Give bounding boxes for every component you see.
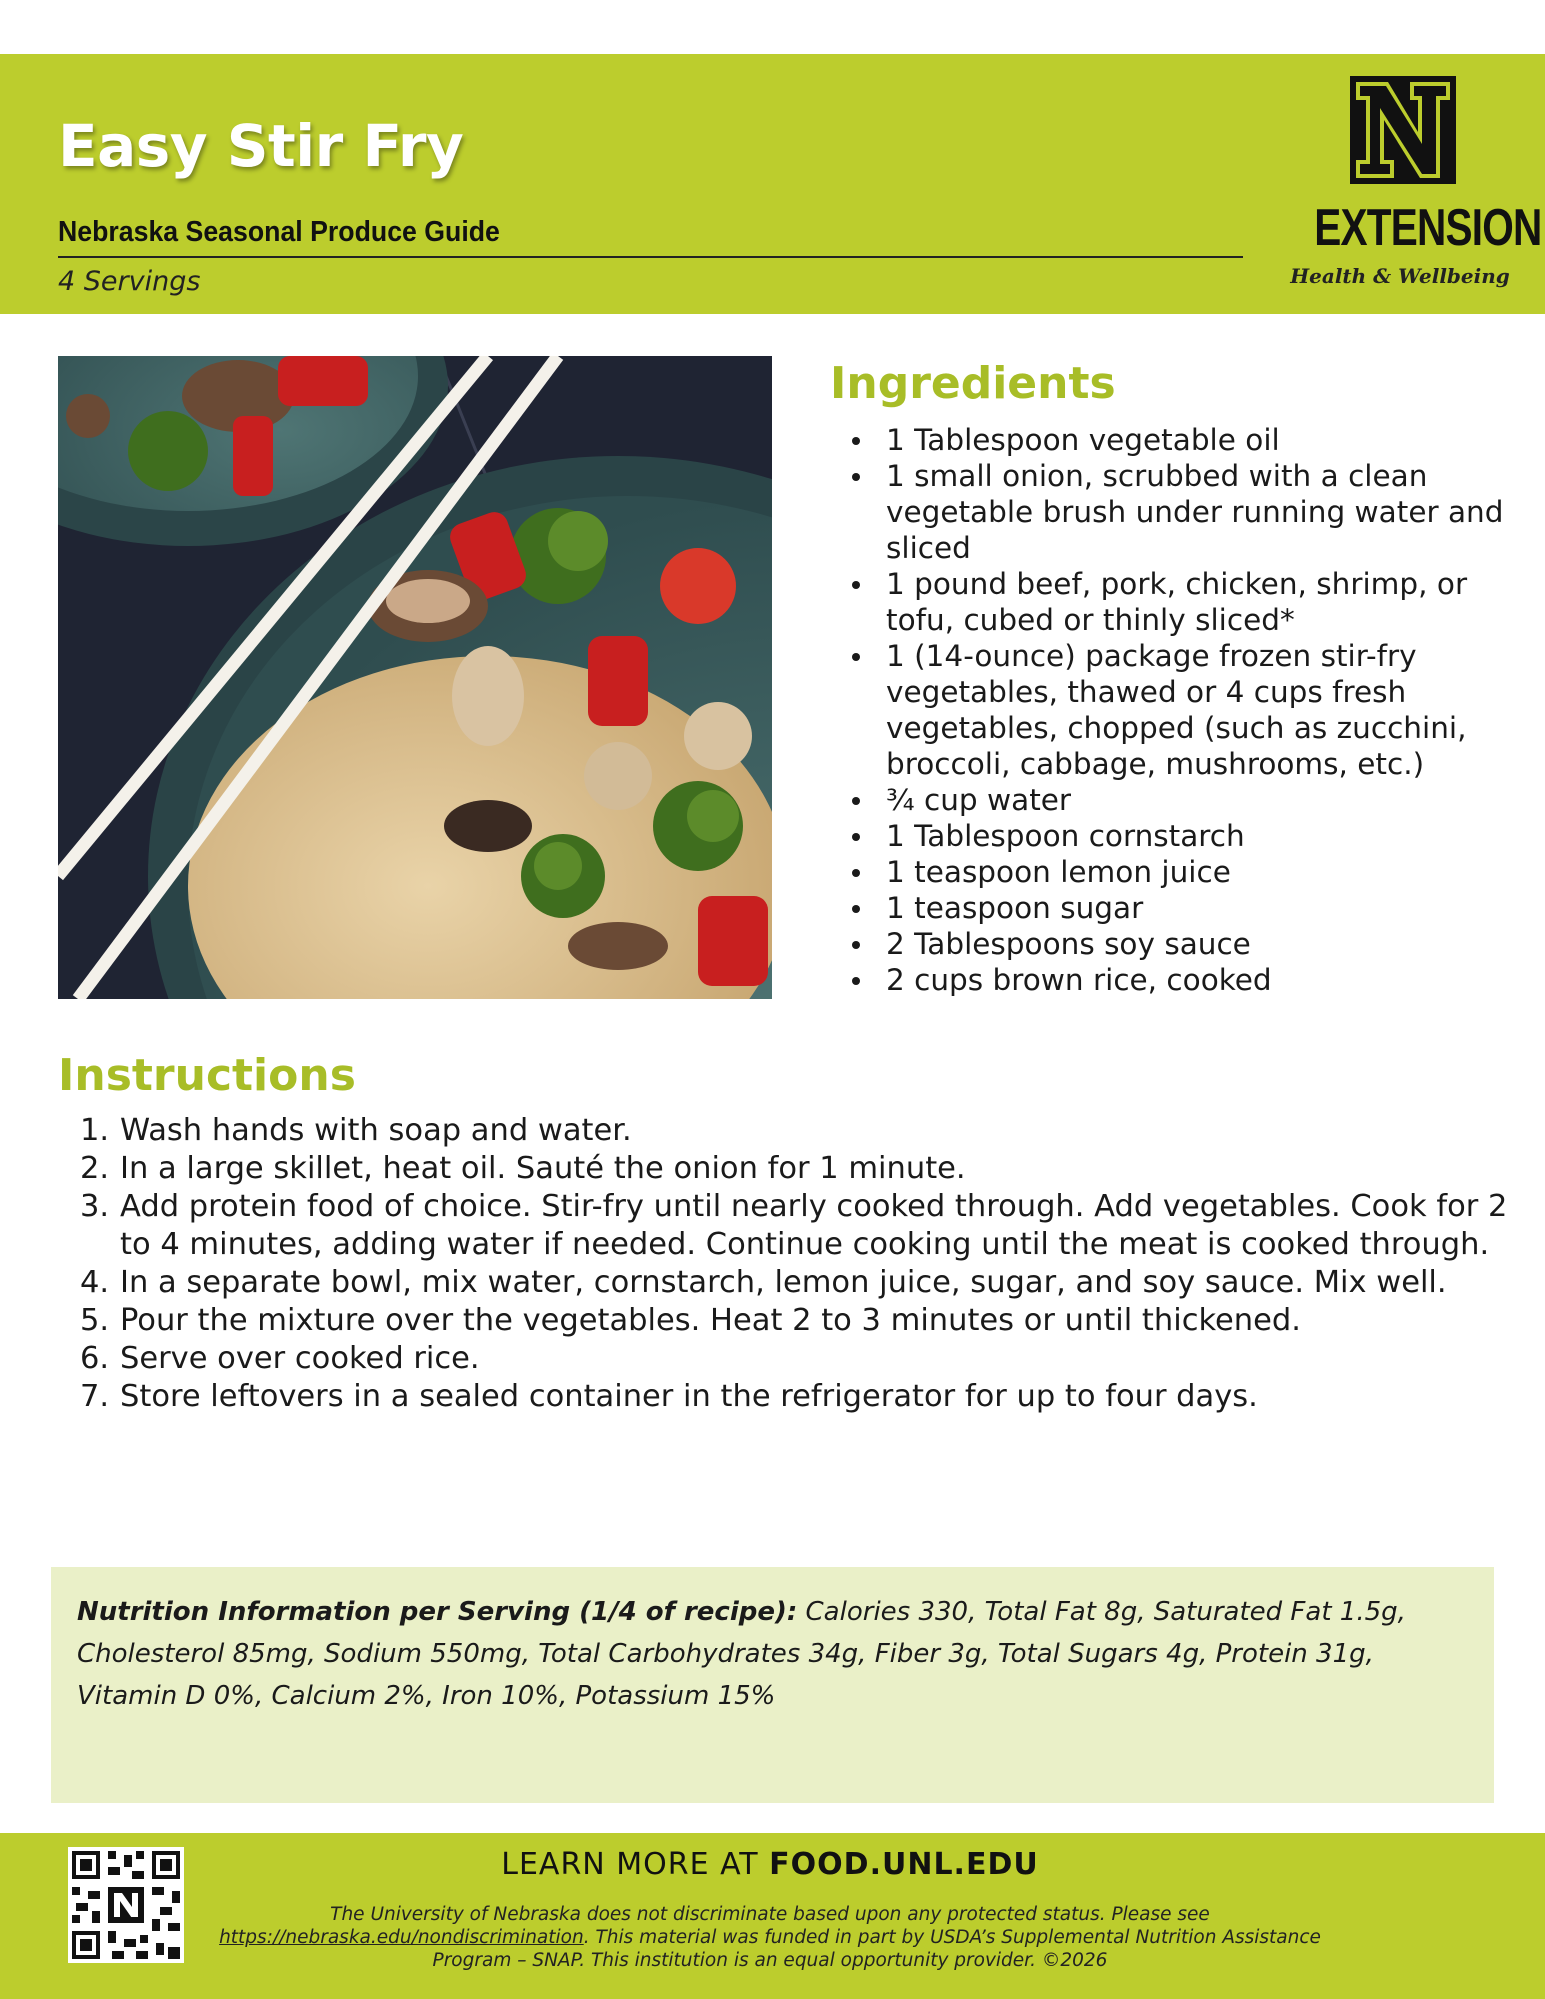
step-text: Add protein food of choice. Stir-fry until nearly cooked through. Add vegetables. Cook for 2 to 4 minutes, adding water if needed. Continue cooking until the meat is cooked through. — [120, 1189, 1508, 1262]
extension-logo[interactable] — [1290, 74, 1542, 304]
learn-site-link[interactable]: FOOD.UNL.EDU — [769, 1847, 1039, 1882]
header-banner — [0, 54, 1545, 314]
logo-tagline: Health & Wellbeing — [1290, 264, 1510, 288]
header-divider — [58, 256, 1243, 258]
step-text: Store leftovers in a sealed container in the refrigerator for up to four days. — [120, 1379, 1258, 1414]
step-number: 4. — [80, 1265, 110, 1300]
recipe-title: Easy Stir Fry — [58, 112, 464, 180]
instruction-step — [80, 1378, 1510, 1416]
ingredient-item: 2 cups brown rice, cooked — [848, 962, 1528, 998]
step-text: In a separate bowl, mix water, cornstarch, lemon juice, sugar, and soy sauce. Mix well. — [120, 1265, 1447, 1300]
learn-prefix: LEARN MORE AT — [501, 1847, 770, 1882]
ingredient-item: 1 Tablespoon cornstarch — [848, 818, 1528, 854]
guide-subtitle: Nebraska Seasonal Produce Guide — [58, 216, 500, 248]
instruction-step — [80, 1340, 1510, 1378]
step-number: 2. — [80, 1151, 110, 1186]
ingredient-item: 1 pound beef, pork, chicken, shrimp, or tofu, cubed or thinly sliced* — [848, 566, 1528, 638]
instruction-step — [80, 1188, 1510, 1264]
extension-wordmark: EXTENSION — [1314, 199, 1542, 257]
ingredient-item: 1 (14-ounce) package frozen stir-fry vegetables, thawed or 4 cups fresh vegetables, chopped (such as zucchini, broccoli, cabbage, mushrooms, etc.) — [848, 638, 1528, 782]
step-number: 6. — [80, 1341, 110, 1376]
nondiscrimination-link[interactable]: https://nebraska.edu/nondiscrimination — [219, 1927, 584, 1948]
ingredient-item: 2 Tablespoons soy sauce — [848, 926, 1528, 962]
instruction-step — [80, 1302, 1510, 1340]
instructions-heading: Instructions — [58, 1050, 356, 1101]
nebraska-n-icon — [1348, 74, 1458, 186]
disclaimer-part-1: The University of Nebraska does not discriminate based upon any protected status. Please see — [330, 1904, 1210, 1925]
ingredient-item: ¾ cup water — [848, 782, 1528, 818]
step-text: Serve over cooked rice. — [120, 1341, 480, 1376]
step-text: Wash hands with soap and water. — [120, 1113, 632, 1148]
step-number: 3. — [80, 1189, 110, 1224]
ingredient-item: 1 teaspoon sugar — [848, 890, 1528, 926]
stir-fry-image — [58, 356, 772, 999]
step-number: 1. — [80, 1113, 110, 1148]
step-number: 7. — [80, 1379, 110, 1414]
disclaimer-part-2: . This material was funded in part by USDA’s Supplemental Nutrition Assistance Program – SNAP. This institution is an equal opportunity provider. ©2026 — [432, 1927, 1321, 1971]
nutrition-values: Calories 330, Total Fat 8g, Saturated Fat 1.5g, Cholesterol 85mg, Sodium 550mg, Total Carbohydrates 34g, Fiber 3g, Total Sugars 4g, Protein 31g, Vitamin D 0%, Calcium 2%, Iron 10%, Potassium 15% — [77, 1597, 1406, 1711]
learn-more-text — [270, 1847, 1270, 1882]
instruction-step — [80, 1264, 1510, 1302]
ingredient-item: 1 small onion, scrubbed with a clean vegetable brush under running water and sliced — [848, 458, 1528, 566]
ingredients-heading: Ingredients — [830, 358, 1116, 409]
instruction-step — [80, 1112, 1510, 1150]
ingredients-list — [848, 422, 1528, 998]
stir-fry-photo — [58, 356, 772, 999]
step-text: Pour the mixture over the vegetables. Heat 2 to 3 minutes or until thickened. — [120, 1303, 1301, 1338]
nutrition-box — [51, 1567, 1494, 1803]
step-text: In a large skillet, heat oil. Sauté the onion for 1 minute. — [120, 1151, 966, 1186]
instruction-step — [80, 1150, 1510, 1188]
ingredient-item: 1 Tablespoon vegetable oil — [848, 422, 1528, 458]
instructions-list — [80, 1112, 1510, 1416]
nutrition-info — [77, 1591, 1457, 1717]
nutrition-label: Nutrition Information per Serving (1/4 of recipe): — [77, 1597, 798, 1627]
qr-code-icon[interactable] — [68, 1847, 184, 1963]
ingredient-item: 1 teaspoon lemon juice — [848, 854, 1528, 890]
footer-banner — [0, 1833, 1545, 1999]
step-number: 5. — [80, 1303, 110, 1338]
disclaimer-text — [200, 1903, 1340, 1972]
servings-label: 4 Servings — [58, 266, 201, 297]
